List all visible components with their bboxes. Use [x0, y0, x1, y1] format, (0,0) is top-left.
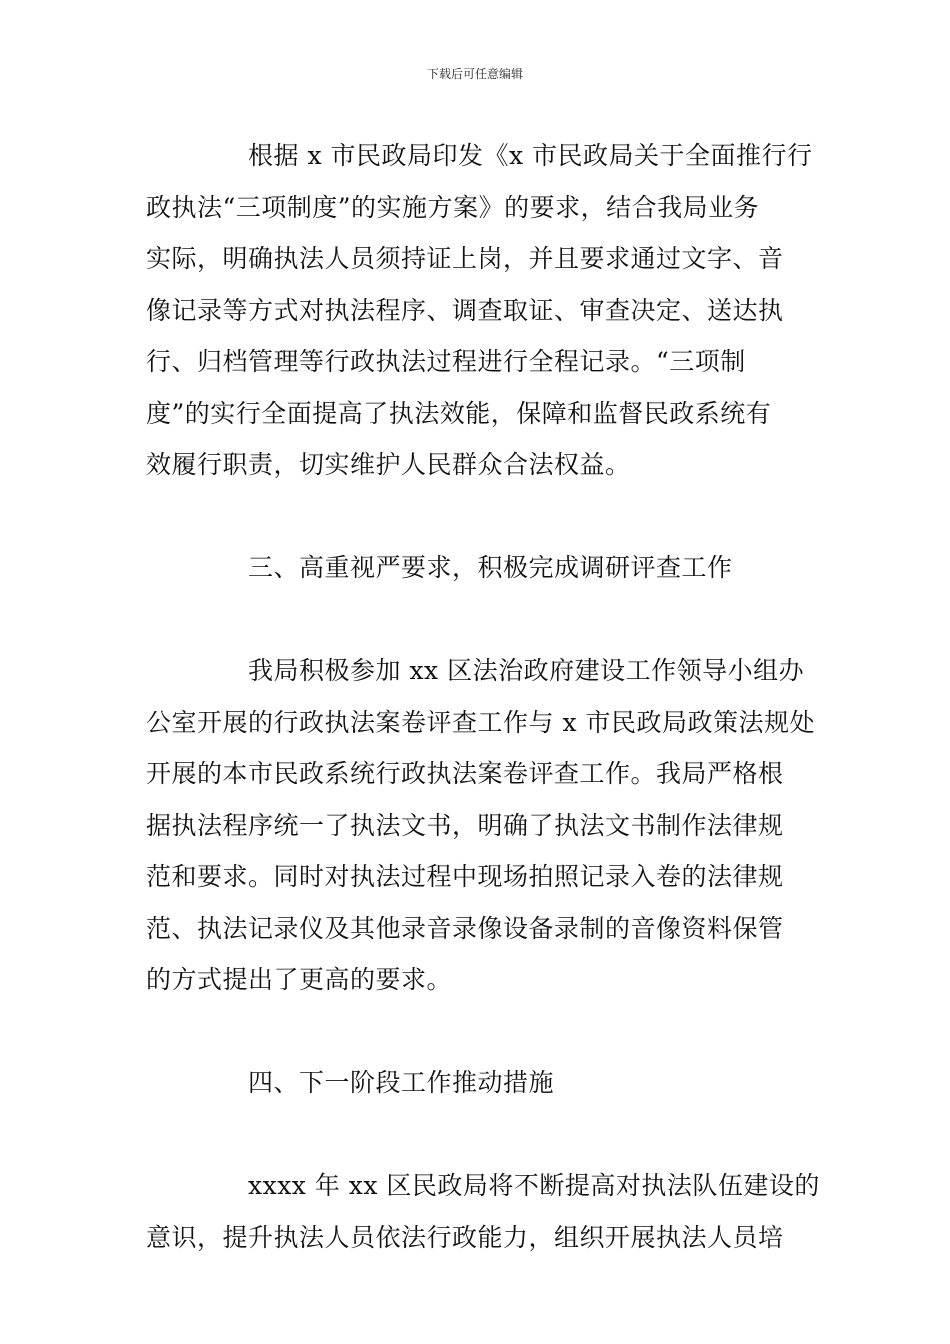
spacer	[146, 1109, 806, 1161]
paragraph-line: 实际，明确执法人员须持证上岗，并且要求通过文字、音	[146, 244, 784, 273]
paragraph-line: 的方式提出了更高的要求。	[146, 965, 453, 994]
document-body	[146, 130, 820, 1263]
paragraph-line: 范和要求。同时对执法过程中现场拍照记录入卷的法律规	[146, 862, 784, 891]
spacer	[146, 1006, 806, 1058]
paragraph-line: 根据 x 市民政局印发《x 市民政局关于全面推行行	[248, 141, 813, 170]
paragraph-line: 行、归档管理等行政执法过程进行全程记录。“三项制	[146, 347, 746, 376]
paragraph-1	[146, 130, 813, 491]
paragraph-line: xxxx 年 xx 区民政局将不断提高对执法队伍建设的	[248, 1171, 820, 1200]
page-header-note: 下载后可任意编辑	[426, 67, 523, 81]
paragraph-line: 范、执法记录仪及其他录音录像设备录制的音像资料保管	[146, 913, 784, 943]
paragraph-line: 像记录等方式对执法程序、调查取证、审查决定、送达执	[146, 295, 784, 325]
spacer	[146, 594, 806, 646]
paragraph-line: 政执法“三项制度”的实施方案》的要求，结合我局业务	[146, 192, 760, 222]
paragraph-line: 度”的实行全面提高了执法效能，保障和监督民政系统有	[146, 398, 772, 428]
paragraph-2	[146, 645, 815, 1006]
paragraph-3	[146, 1160, 820, 1263]
paragraph-line: 开展的本市民政系统行政执法案卷评查工作。我局严格根	[146, 759, 784, 788]
paragraph-line: 公室开展的行政执法案卷评查工作与 x 市民政局政策法规处	[146, 707, 815, 737]
paragraph-line: 据执法程序统一了执法文书，明确了执法文书制作法律规	[146, 810, 784, 840]
spacer	[146, 491, 806, 543]
section-heading-3: 三、高重视严要求，积极完成调研评查工作	[248, 553, 733, 582]
paragraph-line: 我局积极参加 xx 区法治政府建设工作领导小组办	[248, 656, 805, 685]
paragraph-line: 意识，提升执法人员依法行政能力，组织开展执法人员培	[146, 1222, 784, 1252]
section-heading-4: 四、下一阶段工作推动措施	[248, 1068, 555, 1097]
paragraph-line: 效履行职责，切实维护人民群众合法权益。	[146, 450, 631, 479]
